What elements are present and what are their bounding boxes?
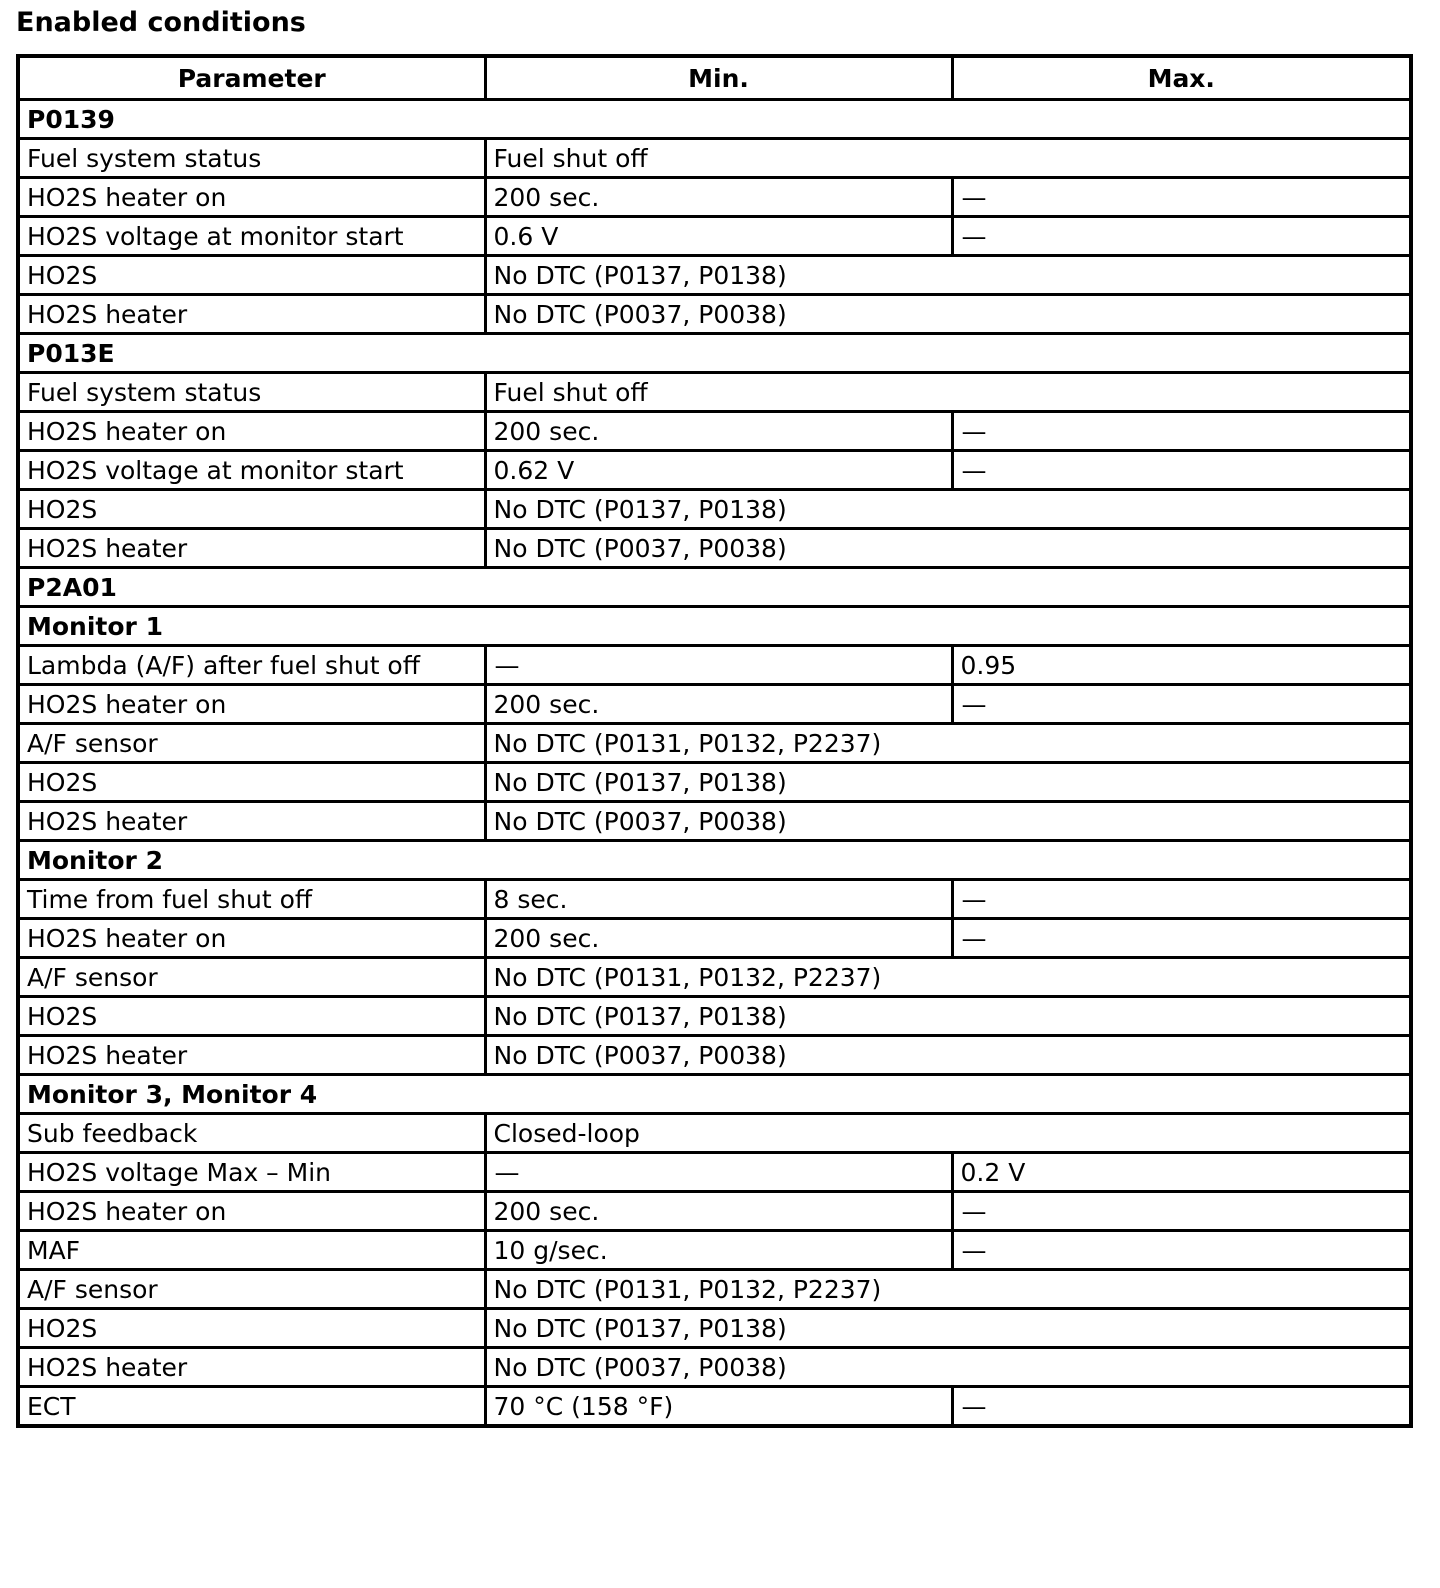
min-cell: 8 sec. <box>485 880 952 919</box>
parameter-cell: HO2S <box>18 490 485 529</box>
parameter-cell: Fuel system status <box>18 373 485 412</box>
parameter-cell: HO2S <box>18 763 485 802</box>
table-row <box>18 763 1411 802</box>
min-cell: 70 °C (158 °F) <box>485 1387 952 1427</box>
group-header-row <box>18 568 1411 607</box>
table-row <box>18 685 1411 724</box>
group-label: P0139 <box>18 100 1411 139</box>
min-cell: 10 g/sec. <box>485 1231 952 1270</box>
table-row <box>18 997 1411 1036</box>
parameter-cell: HO2S <box>18 997 485 1036</box>
table-row <box>18 1231 1411 1270</box>
header-row <box>18 56 1411 100</box>
parameter-cell: Lambda (A/F) after fuel shut off <box>18 646 485 685</box>
parameter-cell: Time from fuel shut off <box>18 880 485 919</box>
parameter-cell: HO2S heater on <box>18 685 485 724</box>
max-cell: — <box>952 451 1411 490</box>
group-header-row <box>18 100 1411 139</box>
parameter-cell: A/F sensor <box>18 724 485 763</box>
table-row <box>18 1387 1411 1427</box>
parameter-cell: HO2S heater <box>18 529 485 568</box>
parameter-cell: HO2S voltage at monitor start <box>18 217 485 256</box>
table-row <box>18 451 1411 490</box>
max-cell: — <box>952 1387 1411 1427</box>
table-row <box>18 295 1411 334</box>
parameter-cell: HO2S <box>18 256 485 295</box>
parameter-cell: MAF <box>18 1231 485 1270</box>
table-row <box>18 217 1411 256</box>
table-row <box>18 724 1411 763</box>
table-row <box>18 1114 1411 1153</box>
condition-cell: No DTC (P0137, P0138) <box>485 490 1411 529</box>
group-header-row <box>18 607 1411 646</box>
table-row <box>18 1309 1411 1348</box>
group-label: P2A01 <box>18 568 1411 607</box>
table-row <box>18 1348 1411 1387</box>
page-title: Enabled conditions <box>16 7 306 38</box>
group-header-row <box>18 841 1411 880</box>
table-row <box>18 1270 1411 1309</box>
parameter-cell: HO2S heater on <box>18 1192 485 1231</box>
table-row <box>18 919 1411 958</box>
max-cell: — <box>952 919 1411 958</box>
condition-cell: No DTC (P0037, P0038) <box>485 1348 1411 1387</box>
table-row <box>18 1192 1411 1231</box>
parameter-cell: HO2S heater <box>18 1036 485 1075</box>
max-cell: — <box>952 217 1411 256</box>
condition-cell: No DTC (P0131, P0132, P2237) <box>485 724 1411 763</box>
parameter-cell: HO2S heater on <box>18 412 485 451</box>
condition-cell: No DTC (P0131, P0132, P2237) <box>485 1270 1411 1309</box>
table-header <box>18 56 1411 100</box>
parameter-cell: HO2S voltage at monitor start <box>18 451 485 490</box>
condition-cell: No DTC (P0137, P0138) <box>485 763 1411 802</box>
table-row <box>18 802 1411 841</box>
group-header-row <box>18 1075 1411 1114</box>
enabled-conditions-table <box>16 54 1413 1428</box>
max-cell: — <box>952 178 1411 217</box>
max-cell: 0.2 V <box>952 1153 1411 1192</box>
condition-cell: Closed-loop <box>485 1114 1411 1153</box>
condition-cell: No DTC (P0037, P0038) <box>485 529 1411 568</box>
parameter-cell: A/F sensor <box>18 1270 485 1309</box>
parameter-cell: Fuel system status <box>18 139 485 178</box>
parameter-cell: HO2S heater <box>18 295 485 334</box>
table-row <box>18 646 1411 685</box>
table-row <box>18 880 1411 919</box>
max-cell: — <box>952 412 1411 451</box>
parameter-cell: HO2S voltage Max – Min <box>18 1153 485 1192</box>
parameter-cell: HO2S heater <box>18 1348 485 1387</box>
condition-cell: No DTC (P0037, P0038) <box>485 802 1411 841</box>
group-label: Monitor 3, Monitor 4 <box>18 1075 1411 1114</box>
min-cell: 0.6 V <box>485 217 952 256</box>
table-row <box>18 412 1411 451</box>
condition-cell: Fuel shut off <box>485 373 1411 412</box>
min-cell: 200 sec. <box>485 685 952 724</box>
min-cell: 200 sec. <box>485 412 952 451</box>
min-cell: 200 sec. <box>485 1192 952 1231</box>
min-cell: 200 sec. <box>485 178 952 217</box>
parameter-cell: A/F sensor <box>18 958 485 997</box>
max-cell: — <box>952 1231 1411 1270</box>
min-cell: — <box>485 1153 952 1192</box>
parameter-cell: HO2S heater on <box>18 178 485 217</box>
parameter-cell: HO2S heater <box>18 802 485 841</box>
table-row <box>18 139 1411 178</box>
max-cell: 0.95 <box>952 646 1411 685</box>
table-row <box>18 1036 1411 1075</box>
parameter-cell: ECT <box>18 1387 485 1427</box>
condition-cell: No DTC (P0137, P0138) <box>485 256 1411 295</box>
table-row <box>18 178 1411 217</box>
parameter-cell: HO2S heater on <box>18 919 485 958</box>
condition-cell: Fuel shut off <box>485 139 1411 178</box>
min-cell: 200 sec. <box>485 919 952 958</box>
condition-cell: No DTC (P0037, P0038) <box>485 1036 1411 1075</box>
table-row <box>18 490 1411 529</box>
table-row <box>18 958 1411 997</box>
min-cell: — <box>485 646 952 685</box>
header-min: Min. <box>485 56 952 100</box>
group-label: Monitor 2 <box>18 841 1411 880</box>
condition-cell: No DTC (P0137, P0138) <box>485 1309 1411 1348</box>
group-label: P013E <box>18 334 1411 373</box>
table-row <box>18 256 1411 295</box>
max-cell: — <box>952 1192 1411 1231</box>
min-cell: 0.62 V <box>485 451 952 490</box>
table-row <box>18 373 1411 412</box>
parameter-cell: Sub feedback <box>18 1114 485 1153</box>
condition-cell: No DTC (P0131, P0132, P2237) <box>485 958 1411 997</box>
header-parameter: Parameter <box>18 56 485 100</box>
max-cell: — <box>952 880 1411 919</box>
group-label: Monitor 1 <box>18 607 1411 646</box>
parameter-cell: HO2S <box>18 1309 485 1348</box>
condition-cell: No DTC (P0037, P0038) <box>485 295 1411 334</box>
max-cell: — <box>952 685 1411 724</box>
table-row <box>18 529 1411 568</box>
table-row <box>18 1153 1411 1192</box>
table-body <box>18 100 1411 1427</box>
header-max: Max. <box>952 56 1411 100</box>
condition-cell: No DTC (P0137, P0138) <box>485 997 1411 1036</box>
group-header-row <box>18 334 1411 373</box>
